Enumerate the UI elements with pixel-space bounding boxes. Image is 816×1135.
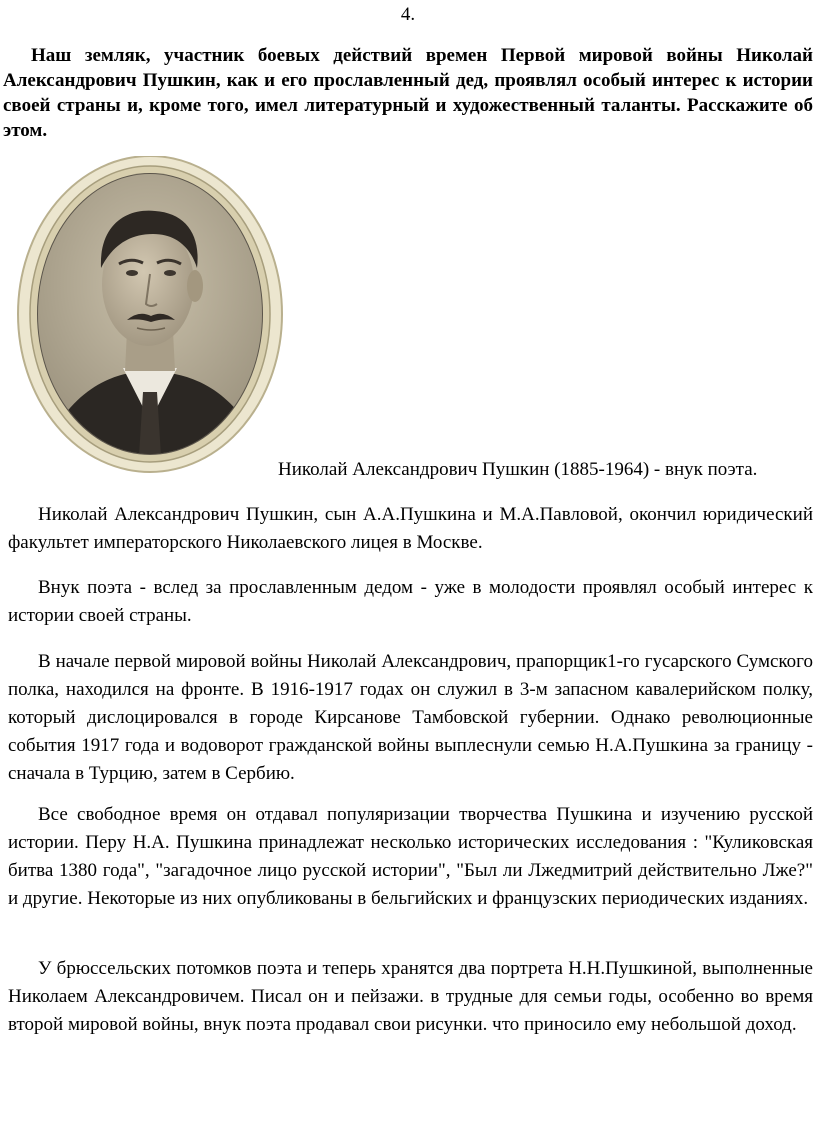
question-text: Наш земляк, участник боевых действий времен Первой мировой войны Николай Александрович Пушкин, как и его прославленный дед, проявлял особый интерес к истории своей страны и, кроме того, имел литературный и художественный таланты. Расскажите об этом.: [3, 45, 813, 141]
paragraph-war-service: В начале первой мировой войны Николай Александрович, прапорщик1-го гусарского Сумского полка, находился на фронте. В 1916-1917 годах он служил в 3-м запасном кавалерийском полку, который дислоцировался в городе Кирсанове Тамбовской губернии. Однако революционные события 1917 года и водоворот гражданской войны выплеснули семью Н.А.Пушкина за границу - сначала в Турцию, затем в Сербию.: [8, 651, 813, 784]
paragraph-education: Николай Александрович Пушкин, сын А.А.Пушкина и М.А.Павловой, окончил юридический факультет императорского Николаевского лицея в Москве.: [8, 504, 813, 553]
page-number: 4.: [400, 4, 416, 25]
paragraph-art: У брюссельских потомков поэта и теперь хранятся два портрета Н.Н.Пушкиной, выполненные Николаем Александровичем. Писал он и пейзажи. в трудные для семьи годы, особенно во время второй мировой войны, внук поэта продавал свои рисунки. что приносило ему небольшой доход.: [8, 958, 813, 1035]
portrait-caption: Николай Александрович Пушкин (1885-1964) - внук поэта.: [278, 459, 758, 480]
paragraph-history-interest: Внук поэта - вслед за прославленным дедом - уже в молодости проявлял особый интерес к истории своей страны.: [8, 577, 813, 626]
paragraph-research: Все свободное время он отдавал популяризации творчества Пушкина и изучению русской истории. Перу Н.А. Пушкина принадлежат несколько исторических исследования : "Куликовская битва 1380 года", "загадочное лицо русской истории", "Был ли Лжедмитрий действительно Лже?" и другие. Некоторые из них опубликованы в бельгийских и французских периодических изданиях.: [8, 804, 813, 909]
portrait-photo: [15, 156, 285, 476]
